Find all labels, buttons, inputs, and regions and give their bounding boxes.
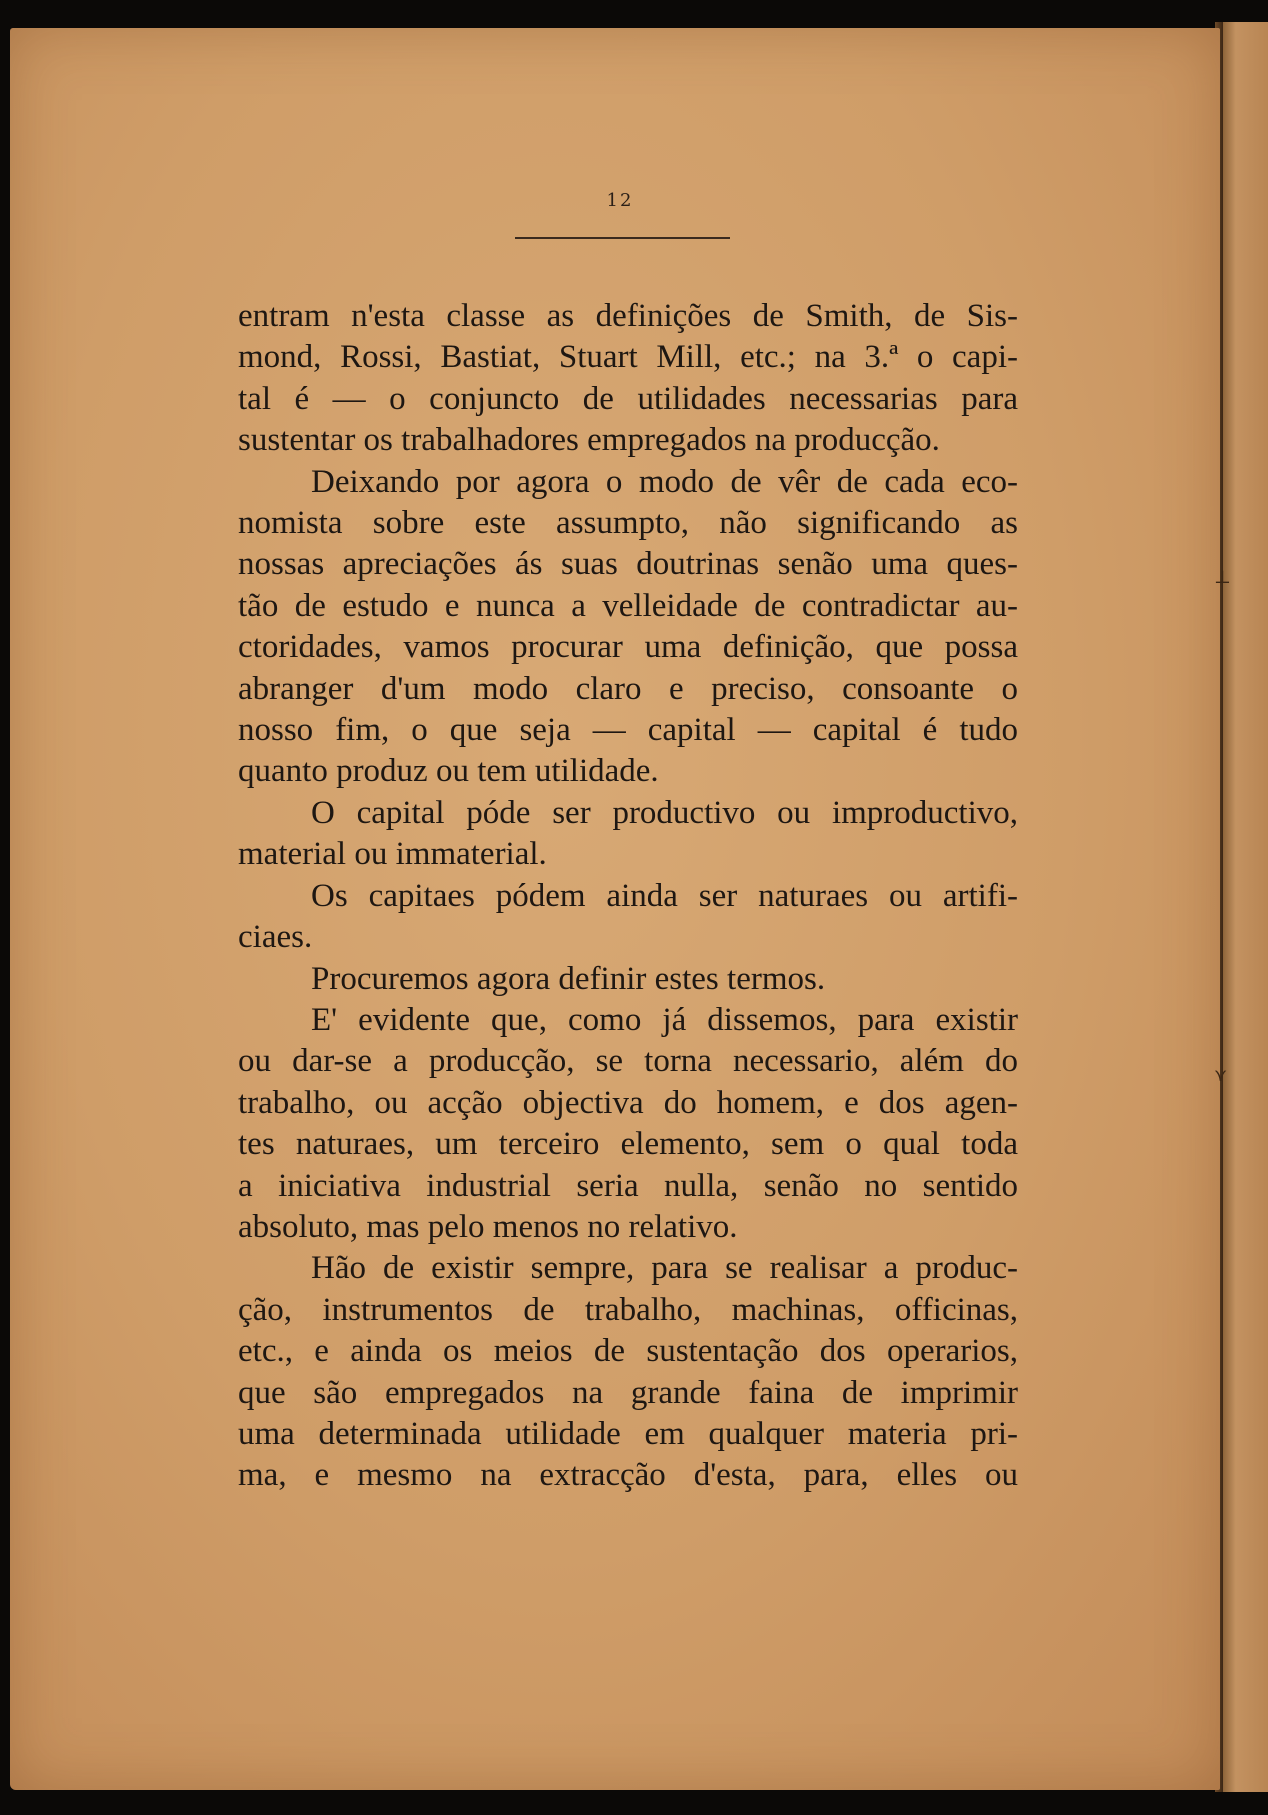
text-line: ção, instrumentos de trabalho, machinas, officinas, (238, 1291, 1018, 1328)
paragraph-1 (238, 296, 1018, 462)
text-line: nomista sobre este assumpto, não significando as (238, 505, 1018, 542)
text-line: entram n'esta classe as definições de Smith, de Sis- (238, 298, 1018, 334)
text-line: absoluto, mas pelo menos no relativo. (238, 1208, 738, 1245)
page-number: 12 (606, 190, 634, 211)
text-line: a iniciativa industrial seria nulla, senão no sentido (238, 1167, 1018, 1204)
text-line: tal é — o conjuncto de utilidades necessarias para (238, 380, 1018, 417)
paragraph-2 (238, 462, 1018, 793)
text-line: E' evidente que, como já dissemos, para existir (311, 1001, 1018, 1038)
paragraph-4 (238, 876, 1018, 959)
text-line: quanto produz ou tem utilidade. (238, 753, 659, 790)
text-line: ou dar-se a producção, se torna necessario, além do (238, 1043, 1018, 1080)
paragraph-3 (238, 793, 1018, 876)
text-line: mond, Rossi, Bastiat, Stuart Mill, etc.; na 3.ª o capi- (238, 339, 1018, 376)
text-line: etc., e ainda os meios de sustentação dos operarios, (238, 1333, 1018, 1370)
text-line: nossas apreciações ás suas doutrinas senão uma ques- (238, 546, 1018, 583)
text-line: que são empregados na grande faina de imprimir (238, 1374, 1018, 1411)
text-line: Deixando por agora o modo de vêr de cada eco- (311, 463, 1018, 500)
text-line: Os capitaes pódem ainda ser naturaes ou artifi- (311, 877, 1018, 914)
paragraph-6 (238, 1000, 1018, 1248)
binding-stitch-mark: ⊥ (1214, 567, 1231, 588)
text-line: material ou immaterial. (238, 836, 547, 873)
text-line: abranger d'um modo claro e preciso, consoante o (238, 670, 1018, 707)
header-rule (515, 237, 730, 239)
text-line: ciaes. (238, 919, 313, 956)
text-line: O capital póde ser productivo ou improductivo, (311, 794, 1018, 831)
text-line: Procuremos agora definir estes termos. (311, 960, 826, 997)
facing-page-edge (1222, 22, 1268, 1792)
text-line: sustentar os trabalhadores empregados na producção. (238, 422, 940, 459)
text-line: ma, e mesmo na extracção d'esta, para, elles ou (238, 1457, 1018, 1494)
paragraph-5 (238, 959, 1018, 1000)
body-text (238, 296, 1018, 1497)
text-line: nosso fim, o que seja — capital — capital é tudo (238, 712, 1018, 749)
text-line: tes naturaes, um terceiro elemento, sem o qual toda (238, 1126, 1018, 1163)
text-line: uma determinada utilidade em qualquer materia pri- (238, 1415, 1018, 1452)
text-line: tão de estudo e nunca a velleidade de contradictar au- (238, 587, 1018, 624)
text-line: ctoridades, vamos procurar uma definição, que possa (238, 629, 1018, 666)
text-line: Hão de existir sempre, para se realisar a produc- (311, 1250, 1018, 1287)
paragraph-7 (238, 1248, 1018, 1496)
text-line: trabalho, ou acção objectiva do homem, e dos agen- (238, 1084, 1018, 1121)
binding-stitch-mark: ⋎ (1214, 1065, 1228, 1086)
